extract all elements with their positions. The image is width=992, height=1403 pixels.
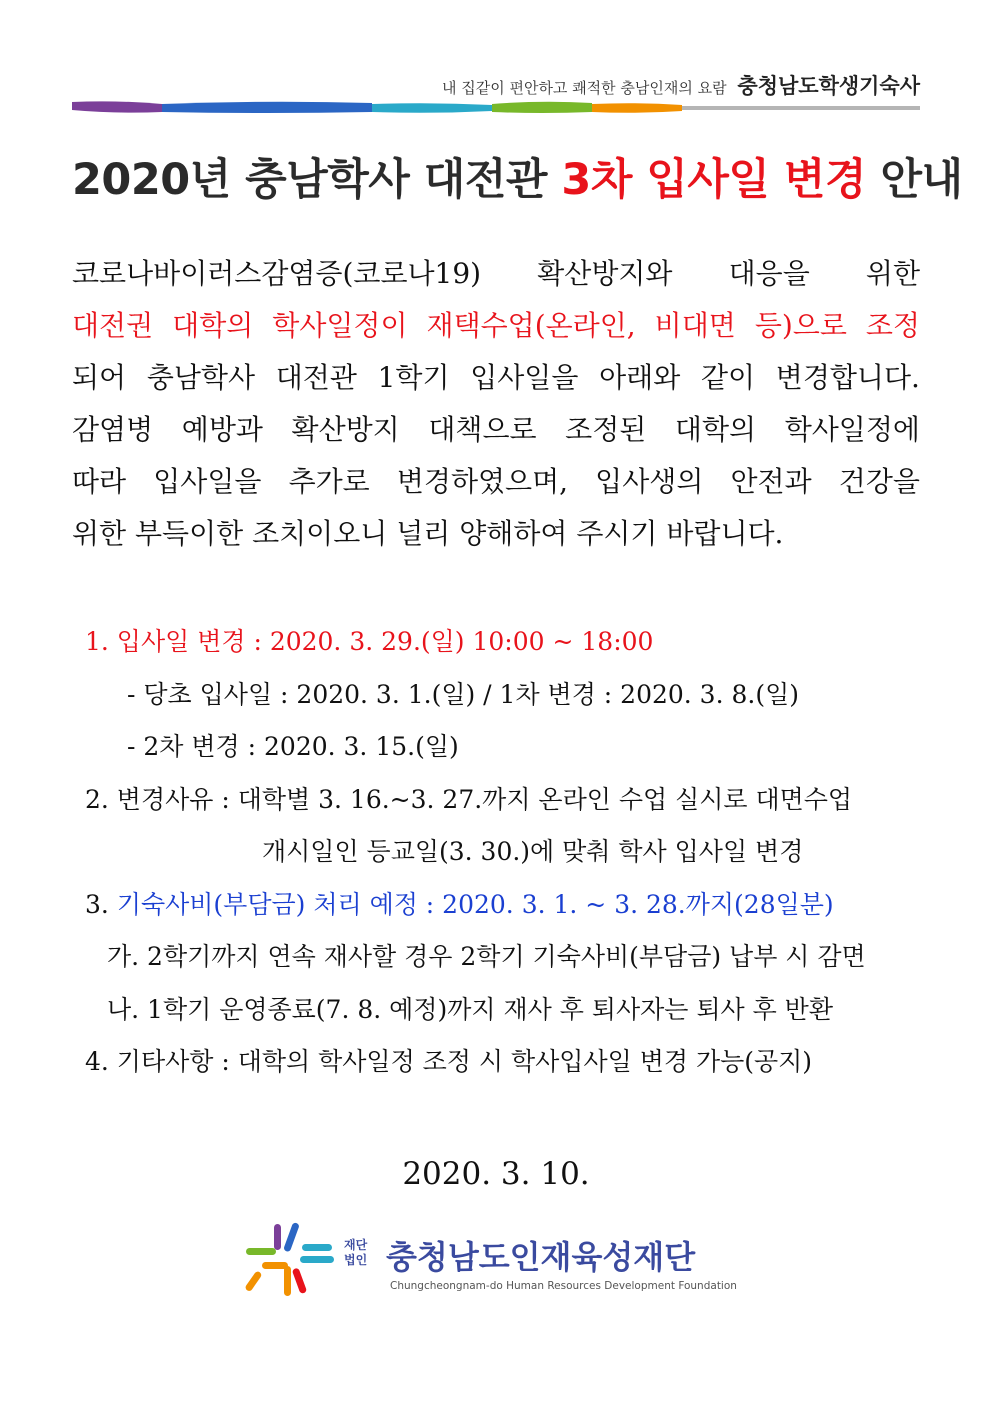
logo-prefix-line2: 법인	[344, 1253, 368, 1267]
intro-line	[72, 248, 920, 300]
intro-word: 코로나바이러스감염증(코로나19)	[72, 257, 482, 290]
page-title	[72, 146, 963, 207]
intro-line	[72, 456, 920, 508]
intro-word: 감염병	[72, 413, 154, 446]
intro-word: 대전관	[275, 361, 357, 394]
intro-word: 건강을	[838, 465, 920, 498]
item-2-cont: 개시일인 등교일(3. 30.)에 맞춰 학사 입사일 변경	[262, 837, 804, 866]
color-bar-segment	[372, 103, 492, 113]
intro-word: 추가로	[288, 465, 370, 498]
color-bar-segment	[72, 101, 162, 112]
item-2: 2. 변경사유 : 대학별 3. 16.~3. 27.까지 온라인 수업 실시로 대면수업	[85, 784, 853, 814]
intro-word: 대학의	[674, 413, 757, 446]
intro-line	[72, 300, 920, 352]
header-org-name: 충청남도학생기숙사	[737, 74, 920, 98]
foundation-emblem-icon	[240, 1222, 340, 1302]
color-bar-segment	[492, 102, 592, 113]
item-1-sub-2: - 2차 변경 : 2020. 3. 15.(일)	[127, 732, 459, 761]
intro-word: 확산방지	[291, 413, 400, 446]
logo-english-name: Chungcheongnam-do Human Resources Development Foundation	[390, 1280, 737, 1292]
intro-word: 입사일을	[470, 361, 579, 394]
intro-word: 위한	[865, 257, 920, 290]
title-part2: 안내	[866, 155, 963, 205]
item-3-number: 3.	[85, 889, 117, 919]
color-bar-segment	[162, 102, 372, 113]
item-4: 4. 기타사항 : 대학의 학사일정 조정 시 학사입사일 변경 가능(공지)	[85, 1047, 813, 1076]
color-bar-segment	[682, 106, 920, 110]
header-color-bar	[72, 100, 920, 114]
intro-word: 변경하였으며,	[396, 465, 569, 498]
title-highlight: 3차 입사일 변경	[561, 155, 866, 205]
intro-paragraph	[72, 248, 920, 560]
color-bar-segment	[592, 103, 682, 113]
header-slogan: 내 집같이 편안하고 쾌적한 충남인재의 요람	[441, 79, 727, 97]
intro-word: 조정된	[565, 413, 647, 446]
intro-line	[72, 404, 920, 456]
intro-word: 비대면	[654, 309, 736, 342]
intro-word: 조정	[865, 309, 920, 342]
intro-word: 대학의	[172, 309, 254, 342]
intro-word: 같이	[700, 361, 756, 394]
logo-prefix	[344, 1238, 367, 1268]
intro-word: 대전권	[72, 309, 154, 342]
intro-word: 되어	[72, 361, 127, 394]
intro-word: 대응을	[728, 257, 810, 290]
intro-word: 등)으로	[754, 309, 847, 342]
intro-word: 위한 부득이한 조치이오니 널리 양해하여 주시기 바랍니다.	[72, 517, 784, 550]
intro-word: 학사일정이	[272, 309, 408, 342]
intro-word: 확산방지와	[537, 257, 673, 290]
intro-line	[72, 508, 920, 560]
item-1-sub-1: - 당초 입사일 : 2020. 3. 1.(일) / 1차 변경 : 2020. 3. 8.(일)	[127, 679, 799, 709]
item-3-sub-na: 나. 1학기 운영종료(7. 8. 예정)까지 재사 후 퇴사자는 퇴사 후 반환	[107, 994, 833, 1024]
item-3-sub-ga: 가. 2학기까지 연속 재사할 경우 2학기 기숙사비(부담금) 납부 시 감면	[107, 942, 866, 971]
item-1: 1. 입사일 변경 : 2020. 3. 29.(일) 10:00 ~ 18:00	[85, 627, 654, 656]
intro-word: 입사일을	[153, 465, 262, 498]
logo-name: 충청남도인재육성재단	[386, 1238, 696, 1276]
intro-word: 안전과	[730, 465, 812, 498]
notice-date: 2020. 3. 10.	[402, 1156, 590, 1192]
intro-word: 예방과	[181, 413, 263, 446]
logo-prefix-line1: 재단	[344, 1238, 368, 1252]
title-part1: 2020년 충남학사 대전관	[72, 155, 562, 205]
header-tagline	[442, 70, 920, 100]
intro-word: 아래와	[599, 361, 681, 394]
intro-word: 입사생의	[595, 465, 704, 498]
item-3-text: 기숙사비(부담금) 처리 예정 : 2020. 3. 1. ~ 3. 28.까지(28일분)	[116, 889, 834, 919]
intro-word: 변경합니다.	[775, 361, 920, 394]
intro-word: 재택수업(온라인,	[426, 309, 636, 342]
notice-items	[85, 616, 920, 1089]
intro-word: 대책으로	[428, 413, 537, 446]
foundation-logo	[240, 1222, 770, 1302]
intro-word: 1학기	[377, 361, 450, 394]
intro-word: 충남학사	[146, 361, 256, 394]
intro-word: 학사일정에	[784, 413, 920, 446]
item-3	[85, 879, 920, 932]
intro-line	[72, 352, 920, 404]
intro-word: 따라	[72, 465, 127, 498]
